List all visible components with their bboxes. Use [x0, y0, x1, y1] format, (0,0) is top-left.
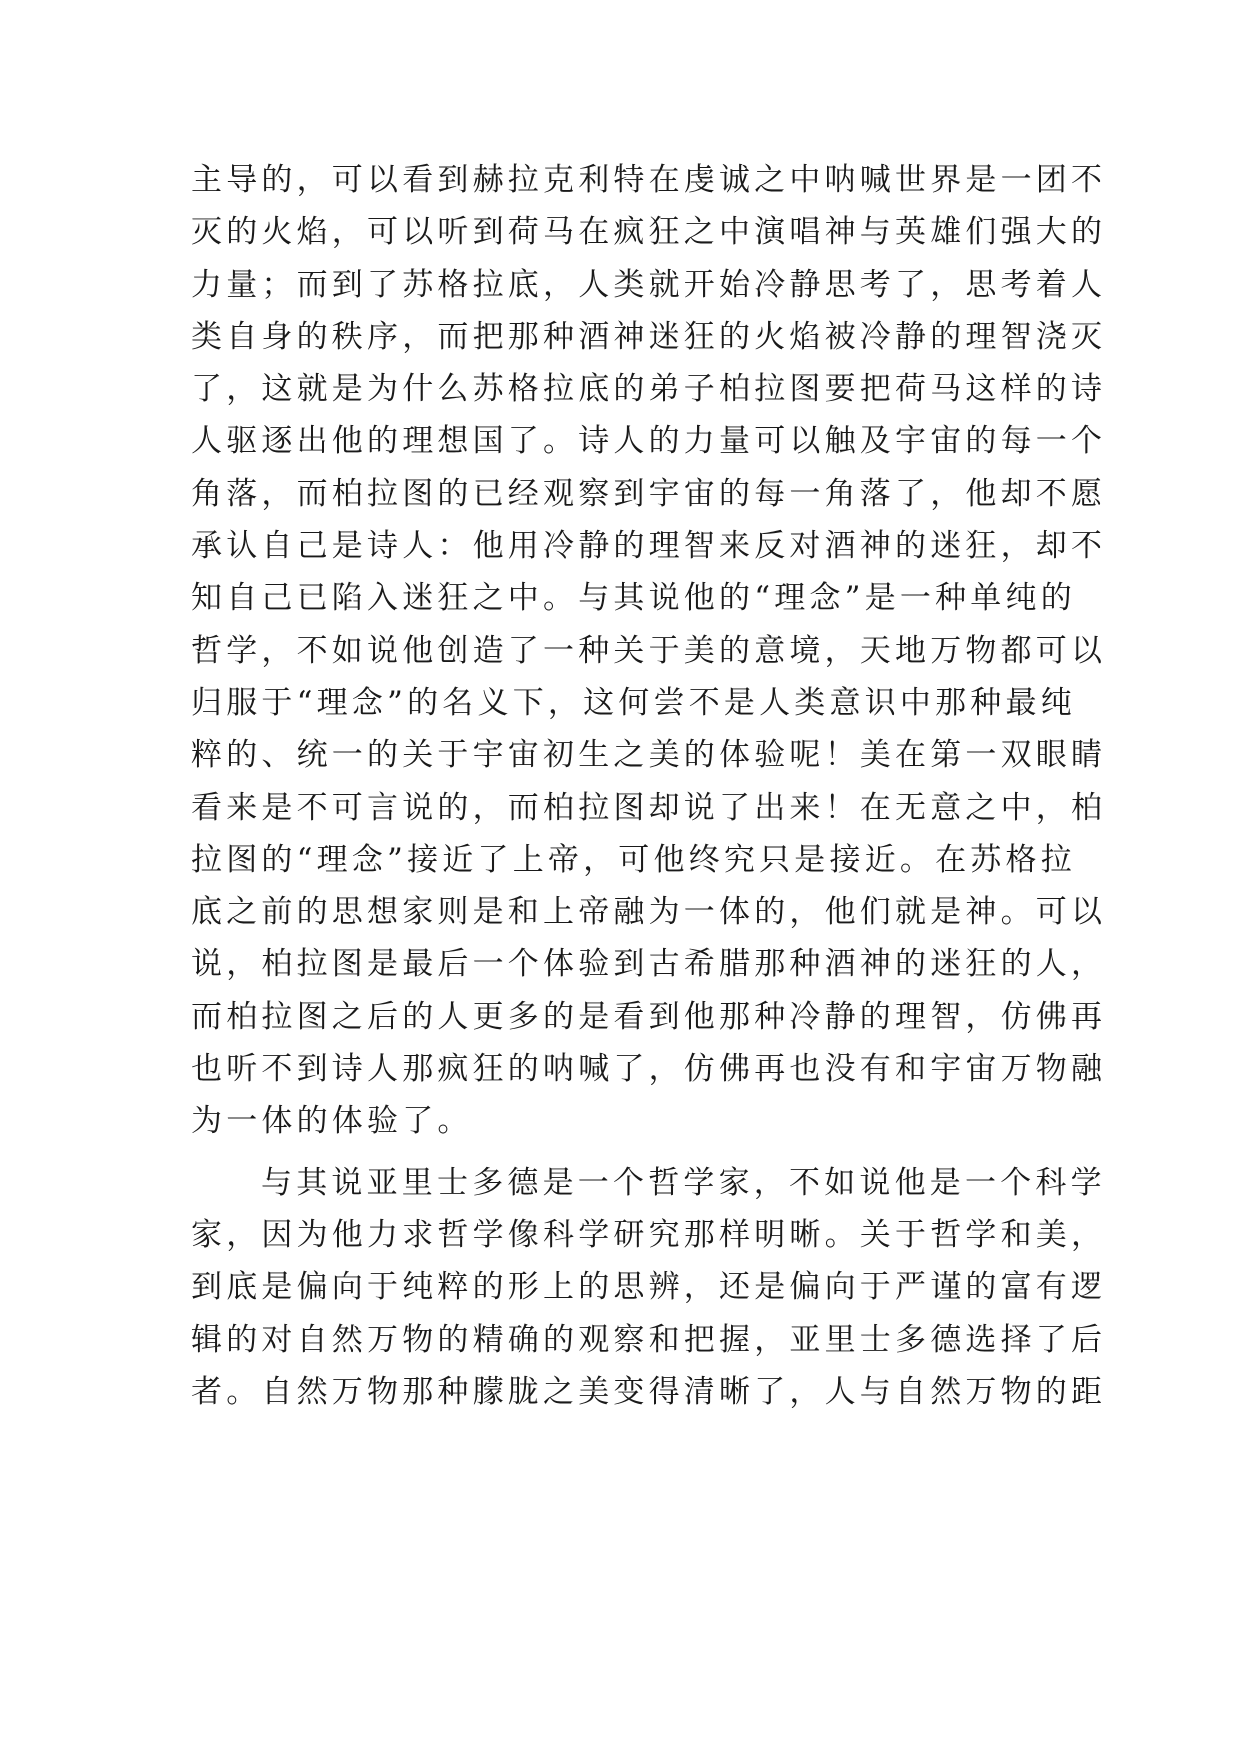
- text-line: 家，因为他力求哲学像科学研究那样明晰。关于哲学和美，: [191, 1216, 1107, 1253]
- body-text: [191, 154, 1107, 1418]
- text-line: 而柏拉图之后的人更多的是看到他那种冷静的理智，仿佛再: [191, 998, 1107, 1035]
- text-line-indented: 与其说亚里士多德是一个哲学家，不如说他是一个科学: [261, 1164, 1106, 1201]
- text-line: 人驱逐出他的理想国了。诗人的力量可以触及宇宙的每一个: [191, 423, 1107, 460]
- text-line: 底之前的思想家则是和上帝融为一体的，他们就是神。可以: [191, 894, 1107, 931]
- text-line: 为一体的体验了。: [191, 1103, 473, 1140]
- text-line: 了，这就是为什么苏格拉底的弟子柏拉图要把荷马这样的诗: [191, 371, 1107, 408]
- text-line: 力量；而到了苏格拉底，人类就开始冷静思考了，思考着人: [191, 266, 1107, 303]
- text-line: 知自己已陷入迷狂之中。与其说他的“理念”是一种单纯的: [191, 580, 1076, 617]
- text-line: 到底是偏向于纯粹的形上的思辨，还是偏向于严谨的富有逻: [191, 1269, 1107, 1306]
- paragraph-1: [191, 154, 1107, 1148]
- text-line: 角落，而柏拉图的已经观察到宇宙的每一角落了，他却不愿: [191, 475, 1107, 512]
- text-line: 哲学，不如说他创造了一种关于美的意境，天地万物都可以: [191, 632, 1107, 669]
- text-line: 辑的对自然万物的精确的观察和把握，亚里士多德选择了后: [191, 1321, 1107, 1358]
- text-line: 也听不到诗人那疯狂的呐喊了，仿佛再也没有和宇宙万物融: [191, 1051, 1107, 1088]
- text-line: 归服于“理念”的名义下，这何尝不是人类意识中那种最纯: [191, 684, 1076, 721]
- text-line: 说，柏拉图是最后一个体验到古希腊那种酒神的迷狂的人，: [191, 946, 1107, 983]
- text-line: 看来是不可言说的，而柏拉图却说了出来！在无意之中，柏: [191, 789, 1107, 826]
- text-line: 主导的，可以看到赫拉克利特在虔诚之中呐喊世界是一团不: [191, 162, 1107, 198]
- text-line: 类自身的秩序，而把那种酒神迷狂的火焰被冷静的理智浇灭: [191, 318, 1107, 355]
- text-line: 粹的、统一的关于宇宙初生之美的体验呢！美在第一双眼睛: [191, 737, 1107, 774]
- text-line: 灭的火焰，可以听到荷马在疯狂之中演唱神与英雄们强大的: [191, 214, 1107, 251]
- text-line: 拉图的“理念”接近了上帝，可他终究只是接近。在苏格拉: [191, 841, 1076, 878]
- paragraph-spacer: [191, 1148, 1051, 1157]
- paragraph-2: [191, 1157, 1107, 1418]
- text-line: 承认自己是诗人：他用冷静的理智来反对酒神的迷狂，却不: [191, 528, 1107, 565]
- text-line: 者。自然万物那种朦胧之美变得清晰了，人与自然万物的距: [191, 1373, 1107, 1410]
